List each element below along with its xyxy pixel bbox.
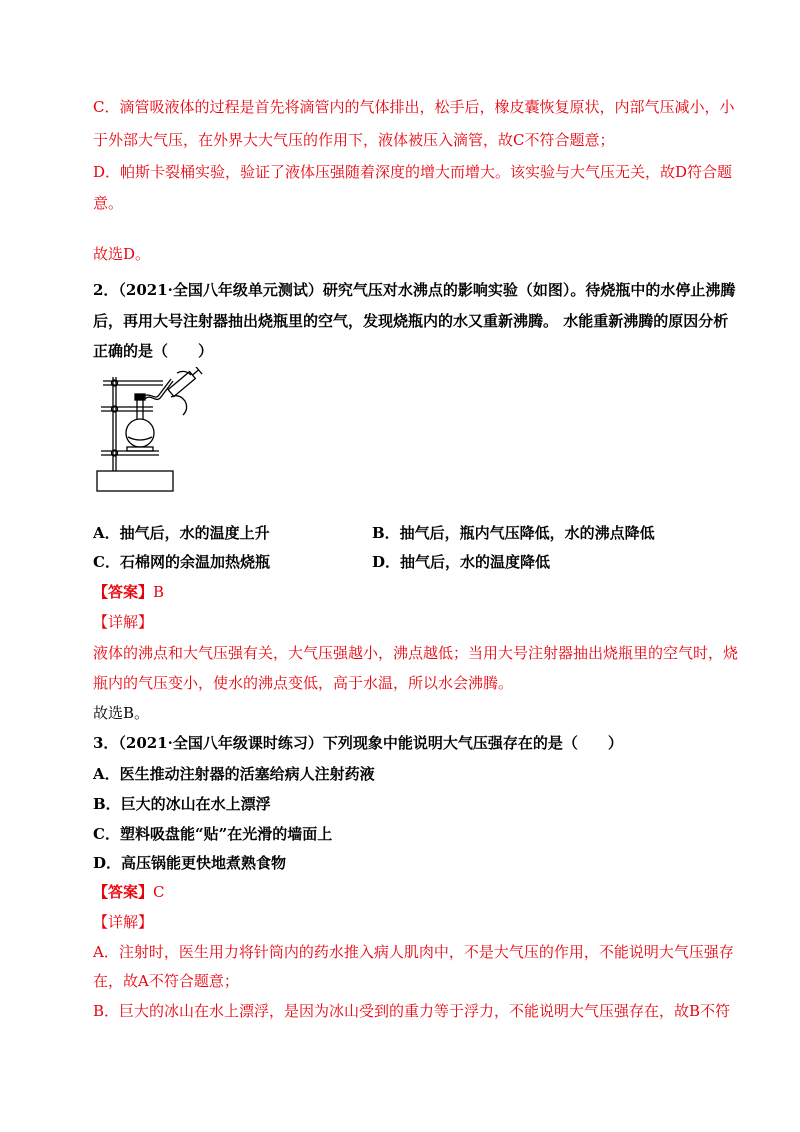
answer-tag: 【答案】 [93,583,154,601]
q2-option-a: A．抽气后，水的温度上升 [93,524,270,542]
q3-detail-a-line2: 在，故A不符合题意； [93,972,239,990]
q2-detail-line1: 液体的沸点和大气压强有关，大气压强越小，沸点越低；当用大号注射器抽出烧瓶里的空气时，烧 [93,644,739,662]
q2-option-d: D．抽气后，水的温度降低 [372,553,551,571]
q2-option-b: B．抽气后，瓶内气压降低，水的沸点降低 [372,524,655,542]
q3-option-c: C．塑料吸盘能“贴”在光滑的墙面上 [93,825,333,843]
q3-option-b: B．巨大的冰山在水上漂浮 [93,795,271,813]
answer-tag: 【答案】 [93,883,154,901]
explanation-c-line1: C．滴管吸液体的过程是首先将滴管内的气体排出，松手后，橡皮囊恢复原状，内部气压减小，小 [93,98,735,116]
q2-detail-tag: 【详解】 [93,613,154,631]
explanation-d-line2: 意。 [93,194,124,212]
q2-answer [93,582,164,602]
answer-value: B [153,583,165,601]
q2-detail-line2: 瓶内的气压变小，使水的沸点变低，高于水温，所以水会沸腾。 [93,674,514,692]
q2-conclusion: 故选B。 [93,704,150,722]
q2-stem-line1: 2．（2021·全国八年级单元测试）研究气压对水沸点的影响实验（如图）。待烧瓶中的水停止沸腾 [93,281,736,299]
experiment-apparatus-figure [93,367,205,495]
q3-answer [93,882,165,902]
explanation-d-line1: D．帕斯卡裂桶实验，验证了液体压强随着深度的增大而增大。该实验与大气压无关，故D符合题 [93,163,733,181]
answer-value: C [153,883,165,901]
q3-detail-b-line1: B．巨大的冰山在水上漂浮，是因为冰山受到的重力等于浮力，不能说明大气压强存在，故B不符 [93,1002,731,1020]
q2-stem-line3: 正确的是（ ） [93,342,214,360]
explanation-c-line2: 于外部大气压，在外界大大气压的作用下，液体被压入滴管，故C不符合题意； [93,131,615,149]
q3-option-a: A．医生推动注射器的活塞给病人注射药液 [93,765,375,783]
q3-detail-a-line1: A．注射时，医生用力将针筒内的药水推入病人肌肉中，不是大气压的作用，不能说明大气压强存 [93,943,734,961]
q3-stem: 3．（2021·全国八年级课时练习）下列现象中能说明大气压强存在的是（ ） [93,734,623,752]
explanation-conclusion: 故选D。 [93,245,151,263]
q2-option-c: C．石棉网的余温加热烧瓶 [93,553,270,571]
q3-option-d: D．高压锅能更快地煮熟食物 [93,854,287,872]
q2-stem-line2: 后，再用大号注射器抽出烧瓶里的空气，发现烧瓶内的水又重新沸腾。 水能重新沸腾的原因分析 [93,312,729,330]
q3-detail-tag: 【详解】 [93,913,154,931]
